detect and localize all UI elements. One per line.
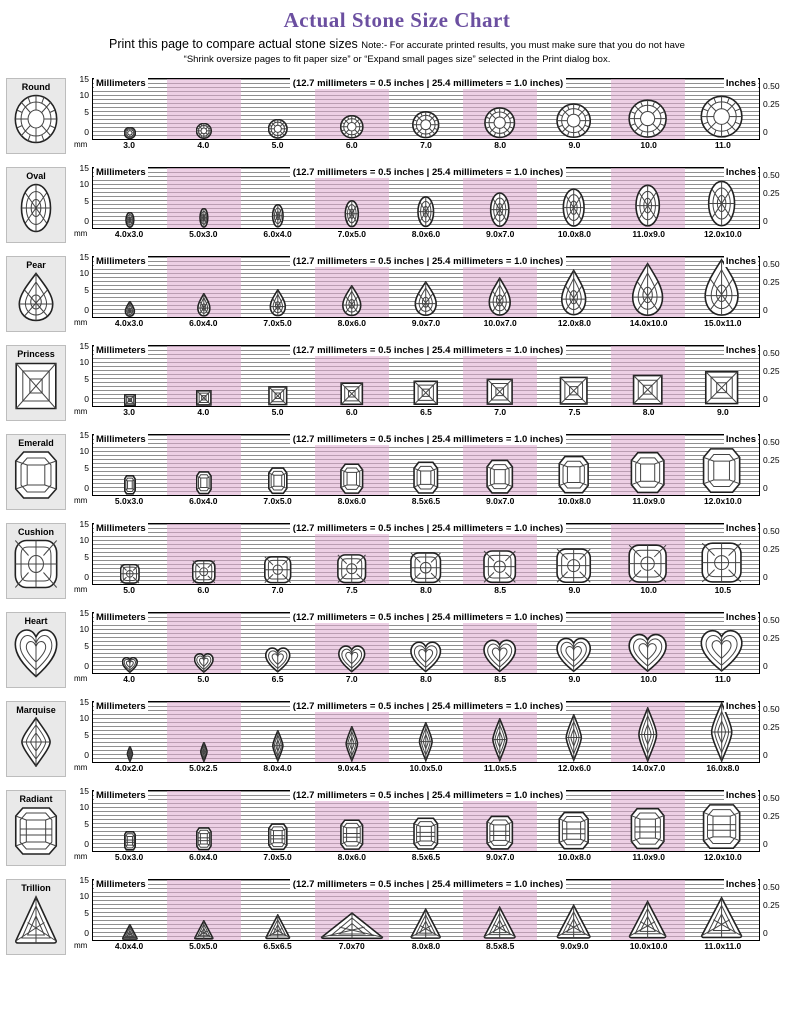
inches-axis-label: Inches (725, 611, 756, 623)
stone-shape-label: Heart (24, 615, 48, 626)
stone-shape-label: Cushion (18, 526, 54, 537)
mm-unit-tag: mm (74, 495, 88, 505)
y-tick-mm: 10 (79, 890, 89, 901)
mm-unit-tag: mm (74, 762, 88, 772)
inches-axis-label: Inches (725, 878, 756, 890)
stone-shape-label: Emerald (18, 437, 54, 448)
x-tick-label: 5.0 (271, 406, 284, 417)
conversion-text: (12.7 millimeters = 0.5 inches | 25.4 millimeters = 1.0 inches) (290, 879, 566, 890)
chart-rows (0, 72, 794, 961)
mm-unit-tag: mm (74, 139, 88, 149)
y-tick-mm: 10 (79, 89, 89, 100)
stone-row (0, 873, 794, 961)
x-tick-label: 7.0 (494, 406, 507, 417)
inches-axis-label: Inches (725, 522, 756, 534)
y-tick-mm: 5 (84, 818, 89, 829)
x-tick-label: 6.5x6.5 (263, 940, 292, 951)
y-tick-mm: 0 (84, 482, 89, 493)
stone-row (0, 339, 794, 427)
x-tick-label: 7.0 (420, 139, 432, 150)
x-tick-label: 7.0x5.0 (263, 317, 292, 328)
stone-shape-label: Round (21, 81, 51, 92)
y-tick-mm: 5 (84, 195, 89, 206)
x-tick-label: 6.0x4.0 (263, 228, 292, 239)
stone-row (0, 784, 794, 872)
mm-axis-label: Millimeters (96, 611, 146, 623)
y-tick-mm: 15 (79, 696, 89, 707)
x-tick-label: 6.0x4.0 (189, 317, 218, 328)
x-tick-label: 7.0x5.0 (263, 851, 292, 862)
y-tick-in: 0 (763, 838, 768, 849)
stone-shape-label: Radiant (19, 793, 53, 804)
x-axis-labels (92, 941, 760, 951)
y-tick-in: 0 (763, 393, 768, 404)
mm-axis-label: Millimeters (96, 255, 146, 267)
y-tick-in: 0 (763, 482, 768, 493)
y-tick-mm: 10 (79, 801, 89, 812)
inches-axis-label: Inches (725, 789, 756, 801)
page-title: Actual Stone Size Chart (283, 8, 511, 32)
y-tick-in: 0.50 (763, 614, 780, 625)
y-tick-mm: 0 (84, 838, 89, 849)
mm-unit-tag: mm (74, 406, 88, 416)
conversion-note (70, 167, 786, 178)
conversion-note (70, 612, 786, 623)
stone-row (0, 606, 794, 694)
x-tick-label: 5.0x3.0 (114, 851, 144, 862)
y-tick-in: 0.25 (763, 98, 780, 109)
x-tick-label: 10.0x8.0 (557, 495, 591, 506)
x-tick-label: 8.0 (494, 139, 507, 150)
x-tick-label: 11.0x11.0 (704, 940, 742, 951)
x-tick-label: 4.0x4.0 (114, 940, 144, 951)
stone-row (0, 517, 794, 605)
stone-size-plot (70, 251, 786, 328)
y-tick-mm: 15 (79, 518, 89, 529)
y-tick-in: 0.25 (763, 276, 780, 287)
mm-axis-label: Millimeters (96, 522, 146, 534)
stone-size-plot (70, 696, 786, 773)
stone-shape-icon (7, 539, 65, 595)
x-tick-label: 10.0x7.0 (483, 317, 517, 328)
x-axis-labels (92, 496, 760, 506)
x-tick-label: 16.0x8.0 (706, 762, 740, 773)
stone-row (0, 72, 794, 160)
stone-swatch-radiant (6, 790, 66, 866)
x-tick-label: 9.0 (568, 584, 581, 595)
y-tick-in: 0.50 (763, 258, 780, 269)
y-tick-in: 0.25 (763, 810, 780, 821)
x-tick-label: 9.0 (716, 406, 729, 417)
mm-axis-label: Millimeters (96, 166, 146, 178)
y-tick-mm: 15 (79, 340, 89, 351)
stone-row (0, 428, 794, 516)
y-tick-mm: 10 (79, 712, 89, 723)
stone-size-plot (70, 785, 786, 862)
x-tick-label: 12.0x10.0 (703, 851, 742, 862)
conversion-note (70, 345, 786, 356)
mm-unit-tag: mm (74, 940, 88, 950)
y-tick-mm: 15 (79, 429, 89, 440)
x-axis-labels (92, 140, 760, 150)
y-tick-mm: 15 (79, 251, 89, 262)
x-tick-label: 11.0x9.0 (632, 228, 665, 239)
x-tick-label: 5.0x2.5 (189, 762, 218, 773)
x-tick-label: 4.0 (197, 139, 210, 150)
x-tick-label: 10.0 (640, 584, 657, 595)
y-tick-mm: 0 (84, 749, 89, 760)
x-tick-label: 8.0x6.0 (337, 317, 366, 328)
x-tick-label: 11.0x9.0 (632, 495, 665, 506)
x-tick-label: 5.0 (197, 673, 210, 684)
stone-swatch-heart (6, 612, 66, 688)
x-tick-label: 9.0 (568, 673, 581, 684)
stone-swatch-trillion (6, 879, 66, 955)
x-tick-label: 6.0x4.0 (189, 851, 218, 862)
conversion-note (70, 790, 786, 801)
x-tick-label: 11.0x9.0 (632, 851, 665, 862)
stone-row (0, 250, 794, 338)
x-tick-label: 8.0x4.0 (263, 762, 292, 773)
x-tick-label: 5.0 (271, 139, 284, 150)
x-axis-labels (92, 407, 760, 417)
stone-size-plot (70, 518, 786, 595)
x-tick-label: 5.0x5.0 (189, 940, 218, 951)
x-tick-label: 8.0 (420, 584, 432, 595)
x-tick-label: 8.5x8.5 (486, 940, 515, 951)
conversion-note (70, 434, 786, 445)
stone-size-plot (70, 73, 786, 150)
y-tick-mm: 10 (79, 356, 89, 367)
y-tick-mm: 5 (84, 551, 89, 562)
stone-swatch-cushion (6, 523, 66, 599)
x-tick-label: 10.0x8.0 (557, 228, 591, 239)
stone-shape-icon (7, 628, 65, 684)
x-tick-label: 11.0 (714, 673, 731, 684)
x-tick-label: 9.0x7.0 (486, 495, 515, 506)
x-tick-label: 9.0x4.5 (337, 762, 366, 773)
x-tick-label: 4.0x3.0 (114, 228, 144, 239)
conversion-text: (12.7 millimeters = 0.5 inches | 25.4 millimeters = 1.0 inches) (290, 167, 566, 178)
x-tick-label: 10.5 (714, 584, 732, 595)
y-tick-mm: 15 (79, 874, 89, 885)
y-tick-mm: 15 (79, 73, 89, 84)
x-tick-label: 10.0 (640, 139, 657, 150)
x-tick-label: 9.0x9.0 (560, 940, 589, 951)
inches-axis-label: Inches (725, 700, 756, 712)
x-tick-label: 9.0 (568, 139, 581, 150)
x-axis-labels (92, 852, 760, 862)
x-tick-label: 4.0x3.0 (114, 317, 144, 328)
conversion-note (70, 78, 786, 89)
y-tick-mm: 0 (84, 126, 89, 137)
y-tick-in: 0 (763, 927, 768, 938)
x-tick-label: 6.0 (345, 406, 358, 417)
x-tick-label: 6.0x4.0 (189, 495, 218, 506)
conversion-text: (12.7 millimeters = 0.5 inches | 25.4 millimeters = 1.0 inches) (290, 612, 566, 623)
stone-shape-icon (7, 94, 65, 150)
x-tick-label: 10.0x5.0 (409, 762, 443, 773)
x-tick-label: 8.5x6.5 (411, 495, 441, 506)
conversion-text: (12.7 millimeters = 0.5 inches | 25.4 millimeters = 1.0 inches) (290, 78, 566, 89)
mm-axis-label: Millimeters (96, 700, 146, 712)
x-tick-label: 9.0x7.0 (411, 317, 441, 328)
x-tick-label: 6.0 (345, 139, 358, 150)
x-tick-label: 9.0x7.0 (486, 228, 515, 239)
x-tick-label: 8.0x8.0 (411, 940, 441, 951)
y-tick-in: 0 (763, 571, 768, 582)
stone-swatch-pear (6, 256, 66, 332)
y-tick-mm: 0 (84, 660, 89, 671)
x-tick-label: 15.0x11.0 (704, 317, 742, 328)
mm-axis-label: Millimeters (96, 789, 146, 801)
inches-axis-label: Inches (725, 344, 756, 356)
page-subtitle (0, 37, 794, 66)
inches-axis-label: Inches (725, 255, 756, 267)
y-tick-mm: 10 (79, 178, 89, 189)
stone-swatch-princess (6, 345, 66, 421)
stone-size-plot (70, 607, 786, 684)
x-tick-label: 12.0x10.0 (703, 228, 742, 239)
subtitle-main: Print this page to compare actual stone sizes (109, 37, 358, 51)
x-tick-label: 7.0x5.0 (337, 228, 366, 239)
y-tick-in: 0.50 (763, 80, 780, 91)
x-tick-label: 8.5 (494, 584, 507, 595)
x-tick-label: 4.0x2.0 (114, 762, 144, 773)
stone-shape-label: Trillion (21, 882, 51, 893)
x-tick-label: 8.0x6.0 (337, 495, 366, 506)
y-tick-in: 0 (763, 660, 768, 671)
x-axis-labels (92, 318, 760, 328)
inches-axis-label: Inches (725, 166, 756, 178)
stone-swatch-marquise (6, 701, 66, 777)
mm-unit-tag: mm (74, 851, 88, 861)
conversion-text: (12.7 millimeters = 0.5 inches | 25.4 millimeters = 1.0 inches) (290, 345, 566, 356)
y-tick-mm: 5 (84, 106, 89, 117)
stone-shape-label: Princess (17, 348, 55, 359)
mm-unit-tag: mm (74, 317, 88, 327)
conversion-text: (12.7 millimeters = 0.5 inches | 25.4 millimeters = 1.0 inches) (290, 434, 566, 445)
stone-shape-label: Oval (26, 170, 46, 181)
y-tick-in: 0.25 (763, 899, 780, 910)
x-tick-label: 12.0x10.0 (703, 495, 742, 506)
subtitle-line2: “Shrink oversize pages to fit paper size” or “Expand small pages size” selected in the Print dialog box. (183, 53, 611, 65)
x-axis-labels (92, 674, 760, 684)
y-tick-mm: 5 (84, 640, 89, 651)
conversion-text: (12.7 millimeters = 0.5 inches | 25.4 millimeters = 1.0 inches) (290, 790, 566, 801)
y-tick-mm: 0 (84, 215, 89, 226)
y-tick-in: 0.25 (763, 721, 780, 732)
stone-shape-icon (7, 361, 65, 417)
stone-row (0, 695, 794, 783)
conversion-text: (12.7 millimeters = 0.5 inches | 25.4 millimeters = 1.0 inches) (290, 523, 566, 534)
stone-shape-icon (7, 895, 65, 951)
y-tick-in: 0.50 (763, 703, 780, 714)
y-tick-mm: 0 (84, 927, 89, 938)
inches-axis-label: Inches (725, 77, 756, 89)
x-tick-label: 14.0x10.0 (629, 317, 668, 328)
x-tick-label: 8.5x6.5 (411, 851, 441, 862)
mm-unit-tag: mm (74, 228, 88, 238)
x-tick-label: 7.0 (271, 584, 284, 595)
y-tick-in: 0 (763, 215, 768, 226)
stone-size-plot (70, 429, 786, 506)
x-tick-label: 7.0x5.0 (263, 495, 292, 506)
stone-size-chart-page (0, 8, 794, 1032)
conversion-note (70, 879, 786, 890)
y-tick-mm: 5 (84, 729, 89, 740)
x-tick-label: 7.0 (345, 673, 358, 684)
y-tick-in: 0.25 (763, 632, 780, 643)
mm-unit-tag: mm (74, 584, 88, 594)
y-tick-mm: 10 (79, 267, 89, 278)
x-axis-labels (92, 229, 760, 239)
y-tick-mm: 5 (84, 462, 89, 473)
y-tick-mm: 15 (79, 607, 89, 618)
stone-shape-label: Marquise (16, 704, 56, 715)
stone-shape-icon (7, 272, 65, 328)
y-tick-in: 0.50 (763, 169, 780, 180)
mm-axis-label: Millimeters (96, 878, 146, 890)
conversion-note (70, 523, 786, 534)
y-tick-in: 0.50 (763, 525, 780, 536)
mm-axis-label: Millimeters (96, 433, 146, 445)
x-tick-label: 11.0 (714, 139, 731, 150)
x-tick-label: 5.0x3.0 (189, 228, 218, 239)
x-tick-label: 9.0x7.0 (486, 851, 515, 862)
x-tick-label: 7.0x70 (338, 940, 365, 951)
x-tick-label: 14.0x7.0 (632, 762, 666, 773)
stone-swatch-oval (6, 167, 66, 243)
y-tick-in: 0 (763, 304, 768, 315)
y-tick-in: 0.25 (763, 365, 780, 376)
y-tick-in: 0 (763, 126, 768, 137)
mm-axis-label: Millimeters (96, 344, 146, 356)
mm-axis-label: Millimeters (96, 77, 146, 89)
y-tick-in: 0.50 (763, 881, 780, 892)
y-tick-in: 0.25 (763, 543, 780, 554)
stone-size-plot (70, 162, 786, 239)
stone-row (0, 161, 794, 249)
y-tick-mm: 10 (79, 534, 89, 545)
stone-shape-icon (7, 806, 65, 862)
subtitle-note: Note:- For accurate printed results, you must make sure that you do not have (361, 40, 685, 51)
y-tick-mm: 5 (84, 907, 89, 918)
y-tick-mm: 0 (84, 304, 89, 315)
stone-shape-icon (7, 450, 65, 506)
conversion-note (70, 256, 786, 267)
y-tick-in: 0.50 (763, 792, 780, 803)
x-tick-label: 6.5 (271, 673, 284, 684)
x-tick-label: 6.0 (197, 584, 210, 595)
conversion-note (70, 701, 786, 712)
x-tick-label: 10.0x8.0 (557, 851, 591, 862)
y-tick-in: 0.25 (763, 187, 780, 198)
conversion-text: (12.7 millimeters = 0.5 inches | 25.4 millimeters = 1.0 inches) (290, 256, 566, 267)
x-tick-label: 10.0 (640, 673, 657, 684)
x-tick-label: 8.5 (494, 673, 507, 684)
y-tick-mm: 10 (79, 445, 89, 456)
y-tick-in: 0 (763, 749, 768, 760)
x-tick-label: 12.0x8.0 (557, 317, 591, 328)
y-tick-mm: 0 (84, 571, 89, 582)
x-tick-label: 5.0x3.0 (114, 495, 144, 506)
y-tick-mm: 5 (84, 284, 89, 295)
x-tick-label: 4.0 (123, 673, 136, 684)
x-tick-label: 3.0 (123, 406, 136, 417)
mm-unit-tag: mm (74, 673, 88, 683)
stone-shape-icon (7, 717, 65, 773)
y-tick-mm: 5 (84, 373, 89, 384)
stone-swatch-emerald (6, 434, 66, 510)
x-tick-label: 8.0 (420, 673, 432, 684)
stone-shape-label: Pear (26, 259, 46, 270)
x-tick-label: 10.0x10.0 (629, 940, 668, 951)
x-tick-label: 7.5 (345, 584, 358, 595)
x-tick-label: 12.0x6.0 (557, 762, 591, 773)
x-tick-label: 8.0x6.0 (337, 851, 366, 862)
x-tick-label: 11.0x5.5 (483, 762, 517, 773)
x-tick-label: 3.0 (123, 139, 136, 150)
y-tick-mm: 15 (79, 785, 89, 796)
y-tick-in: 0.50 (763, 347, 780, 358)
y-tick-mm: 15 (79, 162, 89, 173)
x-tick-label: 5.0 (123, 584, 136, 595)
x-tick-label: 7.5 (568, 406, 581, 417)
stone-size-plot (70, 340, 786, 417)
x-tick-label: 4.0 (197, 406, 210, 417)
stone-swatch-round (6, 78, 66, 154)
x-axis-labels (92, 763, 760, 773)
stone-size-plot (70, 874, 786, 951)
y-tick-in: 0.25 (763, 454, 780, 465)
x-axis-labels (92, 585, 760, 595)
x-tick-label: 8.0x6.0 (411, 228, 441, 239)
y-tick-in: 0.50 (763, 436, 780, 447)
x-tick-label: 8.0 (642, 406, 655, 417)
y-tick-mm: 10 (79, 623, 89, 634)
stone-shape-icon (7, 183, 65, 239)
inches-axis-label: Inches (725, 433, 756, 445)
y-tick-mm: 0 (84, 393, 89, 404)
conversion-text: (12.7 millimeters = 0.5 inches | 25.4 millimeters = 1.0 inches) (290, 701, 566, 712)
x-tick-label: 6.5 (420, 406, 432, 417)
